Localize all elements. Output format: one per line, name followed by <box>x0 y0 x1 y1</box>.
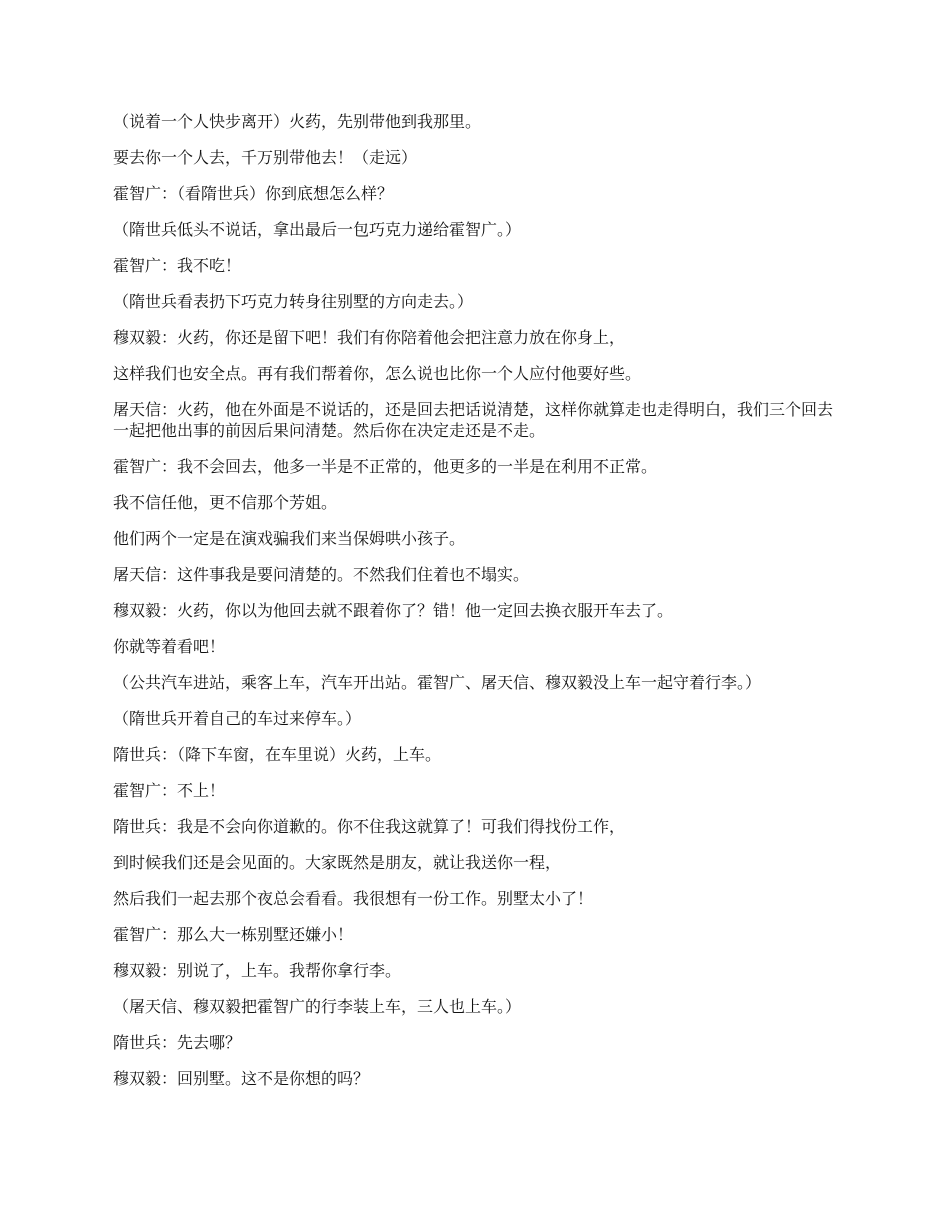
paragraph-21: 到时候我们还是会见面的。大家既然是朋友，就让我送你一程， <box>113 853 562 872</box>
paragraph-1: （说着一个人快步离开）火药，先别带他到我那里。 <box>113 112 482 131</box>
paragraph-6: （隋世兵看表扔下巧克力转身往别墅的方向走去。） <box>113 292 474 311</box>
paragraph-15: 你就等着看吧！ <box>113 637 226 656</box>
paragraph-25: （屠天信、穆双毅把霍智广的行李装上车，三人也上车。） <box>113 997 522 1016</box>
paragraph-24: 穆双毅：别说了，上车。我帮你拿行李。 <box>113 961 402 980</box>
paragraph-12: 他们两个一定是在演戏骗我们来当保姆哄小孩子。 <box>113 529 466 548</box>
script-text <box>113 111 841 1104</box>
paragraph-7: 穆双毅：火药，你还是留下吧！我们有你陪着他会把注意力放在你身上， <box>113 328 626 347</box>
paragraph-3: 霍智广：（看隋世兵）你到底想怎么样？ <box>113 184 394 203</box>
paragraph-16: （公共汽车进站，乘客上车，汽车开出站。霍智广、屠天信、穆双毅没上车一起守着行李。） <box>113 673 762 692</box>
paragraph-8: 这样我们也安全点。再有我们帮着你，怎么说也比你一个人应付他要好些。 <box>113 364 642 383</box>
paragraph-14: 穆双毅：火药，你以为他回去就不跟着你了？错！他一定回去换衣服开车去了。 <box>113 601 674 620</box>
paragraph-23: 霍智广：那么大一栋别墅还嫌小！ <box>113 925 354 944</box>
paragraph-13: 屠天信：这件事我是要问清楚的。不然我们住着也不塌实。 <box>113 565 530 584</box>
paragraph-19: 霍智广：不上！ <box>113 781 226 800</box>
paragraph-9: 屠天信：火药，他在外面是不说话的，还是回去把话说清楚，这样你就算走也走得明白，我们三个回去一起把他出事的前因后果问清楚。然后你在决定走还是不走。 <box>113 400 834 440</box>
paragraph-17: （隋世兵开着自己的车过来停车。） <box>113 709 362 728</box>
paragraph-27: 穆双毅：回别墅。这不是你想的吗？ <box>113 1069 370 1088</box>
paragraph-4: （隋世兵低头不说话，拿出最后一包巧克力递给霍智广。） <box>113 220 522 239</box>
paragraph-11: 我不信任他，更不信那个芳姐。 <box>113 493 338 512</box>
paragraph-10: 霍智广：我不会回去，他多一半是不正常的，他更多的一半是在利用不正常。 <box>113 457 658 476</box>
paragraph-20: 隋世兵：我是不会向你道歉的。你不住我这就算了！可我们得找份工作， <box>113 817 626 836</box>
paragraph-22: 然后我们一起去那个夜总会看看。我很想有一份工作。别墅太小了！ <box>113 889 594 908</box>
paragraph-5: 霍智广：我不吃！ <box>113 256 242 275</box>
paragraph-18: 隋世兵：（降下车窗，在车里说）火药，上车。 <box>113 745 442 764</box>
paragraph-26: 隋世兵：先去哪？ <box>113 1033 242 1052</box>
paragraph-2: 要去你一个人去，千万别带他去！（走远） <box>113 148 418 167</box>
